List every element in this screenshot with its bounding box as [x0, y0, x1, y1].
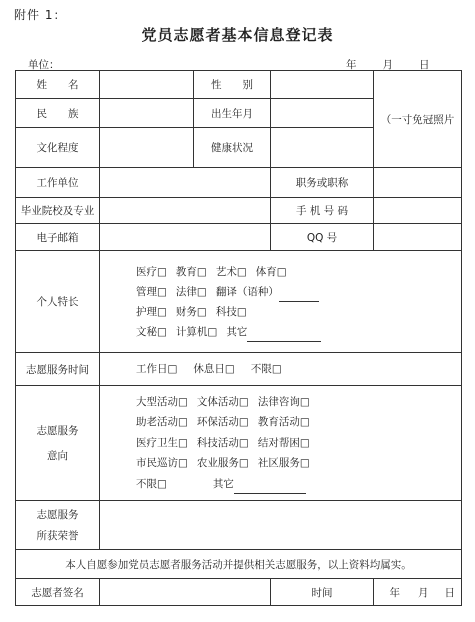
specialty-finance[interactable]: 财务□ [175, 305, 207, 318]
specialty-row [136, 262, 461, 282]
intent-row [136, 412, 461, 433]
gender-field[interactable] [271, 71, 374, 99]
honor-label-line2: 所获荣誉 [36, 530, 79, 542]
specialty-label: 个人特长 [16, 251, 100, 353]
birth-label: 出生年月 [194, 99, 271, 128]
school-field[interactable] [100, 198, 271, 224]
service-time-weekday[interactable]: 工作日□ [136, 363, 178, 375]
specialty-options [100, 251, 462, 353]
gender-label: 性 别 [194, 71, 271, 99]
specialty-other-blank[interactable] [247, 341, 321, 342]
health-field[interactable] [271, 128, 374, 168]
sign-month: 月 [418, 586, 429, 599]
unit-label: 单位： [28, 59, 60, 71]
specialty-education[interactable]: 教育□ [175, 265, 207, 278]
signature-field[interactable] [100, 579, 271, 606]
specialty-row [136, 302, 461, 322]
phone-label: 手 机 号 码 [271, 198, 374, 224]
specialty-row [136, 322, 461, 342]
health-label: 健康状况 [194, 128, 271, 168]
intent-education[interactable]: 教育活动□ [257, 416, 310, 429]
intent-large-events[interactable]: 大型活动□ [136, 395, 188, 408]
photo-label: （一寸免冠照片 [380, 113, 455, 126]
intent-poverty-aid[interactable]: 结对帮困□ [257, 436, 310, 449]
qq-label: QQ 号 [271, 224, 374, 251]
specialty-nursing[interactable]: 护理□ [136, 305, 167, 318]
specialty-row [136, 282, 461, 302]
specialty-art[interactable]: 艺术□ [215, 265, 247, 278]
specialty-law[interactable]: 法律□ [175, 285, 207, 298]
specialty-secretary[interactable]: 文秘□ [136, 325, 167, 338]
email-label: 电子邮箱 [16, 224, 100, 251]
honor-label [16, 501, 100, 550]
position-label: 职务或职称 [271, 168, 374, 198]
name-field[interactable] [100, 71, 194, 99]
specialty-other: 其它 [226, 325, 248, 338]
header-month: 月 [382, 59, 393, 71]
intent-technology[interactable]: 科技活动□ [196, 436, 249, 449]
ethnicity-field[interactable] [100, 99, 194, 128]
service-intent-label-line1: 志愿服务 [36, 425, 79, 437]
intent-community[interactable]: 社区服务□ [257, 457, 310, 470]
header-day: 日 [419, 59, 430, 71]
service-intent-options [100, 386, 462, 501]
honor-label-line1: 志愿服务 [36, 509, 79, 521]
service-time-options [100, 353, 462, 386]
form-title: 党员志愿者基本信息登记表 [141, 26, 334, 44]
intent-elderly-care[interactable]: 助老活动□ [136, 416, 188, 429]
intent-other-blank[interactable] [234, 493, 306, 494]
birth-field[interactable] [271, 99, 374, 128]
service-intent-label-line2: 意向 [47, 450, 68, 462]
ethnicity-label: 民 族 [16, 99, 100, 128]
intent-legal-consult[interactable]: 法律咨询□ [257, 395, 310, 408]
header-year: 年 [346, 59, 357, 71]
specialty-translation: 翻译（语种） [215, 285, 279, 298]
intent-row [136, 433, 461, 454]
intent-row [136, 453, 461, 474]
email-field[interactable] [100, 224, 271, 251]
position-field[interactable] [374, 168, 462, 198]
sign-date[interactable] [374, 579, 462, 606]
service-time-label: 志愿服务时间 [16, 353, 100, 386]
specialty-management[interactable]: 管理□ [136, 285, 167, 298]
qq-field[interactable] [374, 224, 462, 251]
service-time-any[interactable]: 不限□ [250, 363, 282, 375]
sign-day: 日 [444, 586, 455, 599]
intent-culture-sports[interactable]: 文体活动□ [196, 395, 249, 408]
name-label: 姓 名 [16, 71, 100, 99]
declaration: 本人自愿参加党员志愿者服务活动并提供相关志愿服务，以上资料均属实。 [16, 550, 462, 579]
signature-label: 志愿者签名 [16, 579, 100, 606]
intent-row [136, 392, 461, 413]
intent-healthcare[interactable]: 医疗卫生□ [136, 436, 188, 449]
specialty-technology[interactable]: 科技□ [215, 305, 247, 318]
intent-environment[interactable]: 环保活动□ [196, 416, 249, 429]
education-field[interactable] [100, 128, 194, 168]
registration-form [15, 70, 462, 606]
workplace-label: 工作单位 [16, 168, 100, 198]
intent-citizen-patrol[interactable]: 市民巡访□ [136, 457, 188, 470]
specialty-computer[interactable]: 计算机□ [175, 325, 218, 338]
education-label: 文化程度 [16, 128, 100, 168]
attachment-label: 附件 1： [14, 8, 67, 22]
service-intent-label [16, 386, 100, 501]
intent-other: 其它 [212, 477, 234, 490]
intent-any[interactable]: 不限□ [136, 477, 167, 490]
specialty-sports[interactable]: 体育□ [255, 265, 287, 278]
time-label: 时间 [271, 579, 374, 606]
workplace-field[interactable] [100, 168, 271, 198]
honor-field[interactable] [100, 501, 462, 550]
photo-box[interactable] [374, 71, 462, 168]
intent-agriculture[interactable]: 农业服务□ [196, 457, 249, 470]
specialty-medical[interactable]: 医疗□ [136, 265, 167, 278]
school-label: 毕业院校及专业 [16, 198, 100, 224]
intent-row [136, 474, 461, 495]
phone-field[interactable] [374, 198, 462, 224]
translation-blank[interactable] [279, 301, 319, 302]
sign-year: 年 [389, 586, 400, 599]
service-time-weekend[interactable]: 休息日□ [193, 363, 235, 375]
